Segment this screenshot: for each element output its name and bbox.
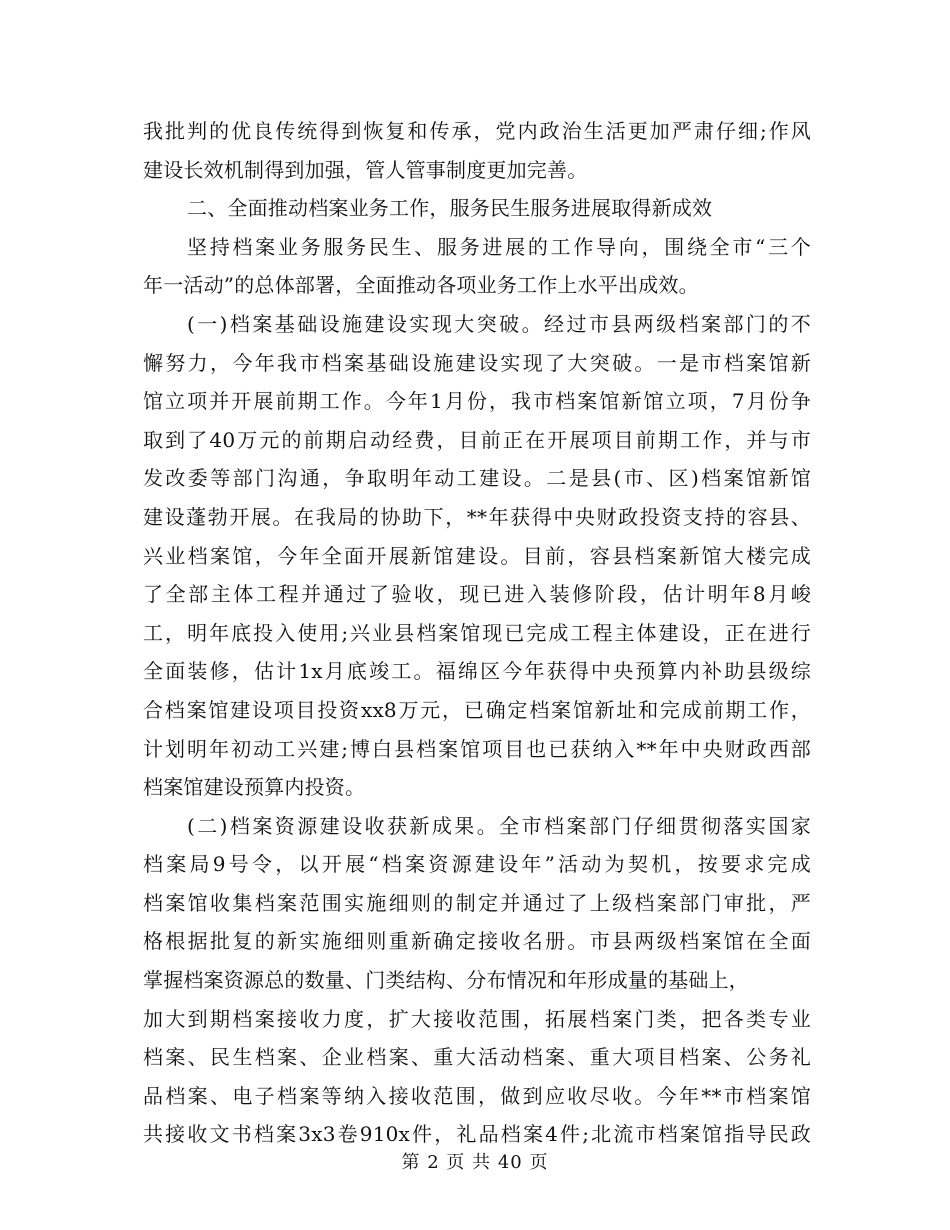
text-line: 档案馆收集档案范围实施细则的制定并通过了上级档案部门审批，严 (143, 890, 811, 915)
text-line: 馆立项并开展前期工作。今年1月份，我市档案馆新馆立项，7月份争 (143, 389, 811, 414)
text-line: (一)档案基础设施建设实现大突破。经过市县两级档案部门的不 (187, 311, 811, 336)
text-line: 加大到期档案接收力度，扩大接收范围，拓展档案门类，把各类专业 (143, 1006, 811, 1031)
text-line: 取到了40万元的前期启动经费，目前正在开展项目前期工作，并与市 (143, 427, 811, 452)
text-line: 建设长效机制得到加强，管人管事制度更加完善。 (143, 157, 588, 182)
text-line: 我批判的优良传统得到恢复和传承，党内政治生活更加严肃仔细;作风 (143, 119, 811, 143)
text-line: 共接收文书档案3x3卷910x件，礼品档案4件;北流市档案馆指导民政 (143, 1122, 811, 1147)
text-line: 工，明年底投入使用;兴业县档案馆现已完成工程主体建设，正在进行 (143, 620, 811, 645)
text-line: 建设蓬勃开展。在我局的协助下，**年获得中央财政投资支持的容县、 (143, 504, 811, 529)
text-line: 品档案、电子档案等纳入接收范围，做到应收尽收。今年**市档案馆 (143, 1083, 811, 1108)
text-line: 计划明年初动工兴建;博白县档案馆项目也已获纳入**年中央财政西部 (143, 736, 811, 761)
text-line: 掌握档案资源总的数量、门类结构、分布情况和年形成量的基础上， (143, 968, 749, 993)
text-line: 坚持档案业务服务民生、服务进展的工作导向，围绕全市“三个 (187, 234, 811, 259)
text-line: 合档案馆建设项目投资xx8万元，已确定档案馆新址和完成前期工作， (143, 697, 811, 722)
text-line: 发改委等部门沟通，争取明年动工建设。二是县(市、区)档案馆新馆 (143, 466, 811, 491)
text-line: (二)档案资源建设收获新成果。全市档案部门仔细贯彻落实国家 (187, 813, 811, 838)
body-text (143, 112, 811, 1154)
text-line: 懈努力，今年我市档案基础设施建设实现了大突破。一是市档案馆新 (143, 350, 811, 375)
text-line: 二、全面推动档案业务工作，服务民生服务进展取得新成效 (187, 196, 713, 221)
text-line: 全面装修，估计1x月底竣工。福绵区今年获得中央预算内补助县级综 (143, 659, 811, 684)
text-line: 档案、民生档案、企业档案、重大活动档案、重大项目档案、公务礼 (143, 1045, 811, 1070)
text-line: 年一活动”的总体部署，全面推动各项业务工作上水平出成效。 (143, 273, 699, 298)
text-line: 档案馆建设预算内投资。 (143, 775, 366, 800)
text-line: 兴业档案馆，今年全面开展新馆建设。目前，容县档案新馆大楼完成 (143, 543, 811, 568)
page-footer: 第 2 页 共 40 页 (401, 1152, 549, 1173)
text-line: 格根据批复的新实施细则重新确定接收名册。市县两级档案馆在全面 (143, 929, 811, 954)
text-line: 档案局9号令，以开展“档案资源建设年”活动为契机，按要求完成 (143, 852, 811, 877)
text-line: 了全部主体工程并通过了验收，现已进入装修阶段，估计明年8月峻 (143, 582, 811, 607)
